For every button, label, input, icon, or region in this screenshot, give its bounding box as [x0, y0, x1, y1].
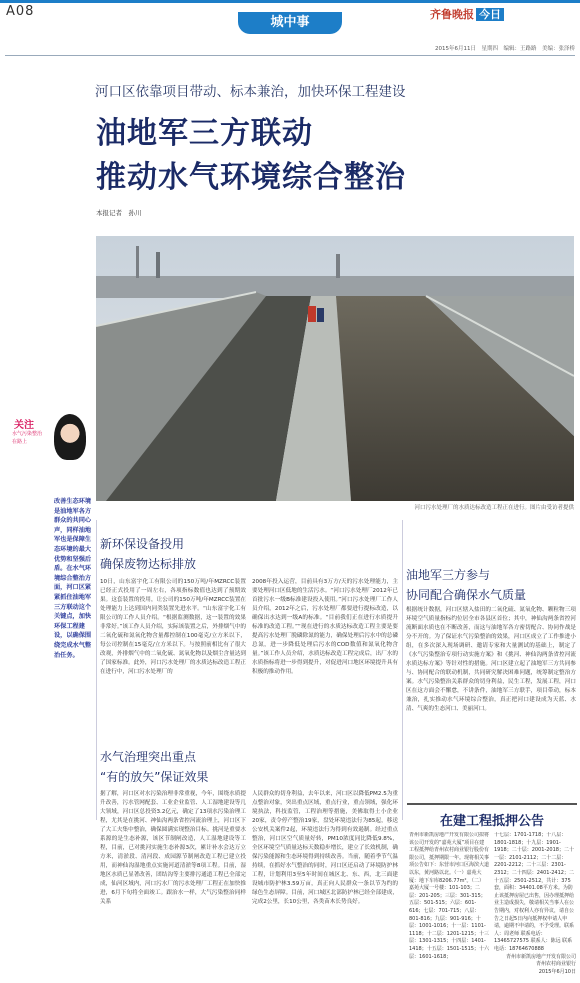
notice-text-a: 青州市新凯房地产开发有限公司拟将该公司开发的“嘉苑大厦”项目在建工程抵押给青州农村商业银行股份有限公司，抵押期限一年。现将相关事项公告如下：东营市河口区海滨大道以东，黄河路以北。（一）嘉苑大厦：地下车库8206.77m²。（二）嘉苑大厦一号楼：101-103；二层：201-205；三层：301-315；五层：501-515；六层：601-616；七层：701-715；八层：801-816；九层：901-916；十层：1001-1016；十一层：1101-1118；十二层：1201-1215；十三层：1301-1315；十四层：1401-1418；十五层：1501-1515；十六层：1601-1618；: [409, 832, 489, 960]
focus-line1: 水气污染整治: [12, 431, 43, 437]
column-divider: [96, 520, 97, 820]
headline-line2: 推动水气环境综合整治: [96, 160, 406, 195]
section1-text-b: 2008年投入运营，目前具有3万方/天的污水处理能力，主要处理河口区低地的生活污水。“河口污水处理厂2012年已首批污水一级B标准建设投入使用。”河口污水处理厂工作人员介绍，2012年之后，污水处理厂都要进行提标改造，以确保出水达到一级A的标准。“目前我们正在进行水质提升标准的改造工程。”“现在进行的水质达标改造工程主要是要提高污水处理厂脱磷除氮的能力，确保处理后污水中的总磷总氮，进一步降低处理后污水的COD数值和氮氧化物含量。”该工作人员介绍，水质达标改造工程完成后，出厂水的水质指标将进一步得到提升，对促进河口地区环境提升具有积极的推动作用。: [252, 579, 398, 675]
notice-signature-1: 青州市新凯房地产开发有限公司: [505, 953, 576, 960]
notice-text-b: 十七层：1701-1718；十八层：1801-1818；十九层：1901-1918；二十层：2001-2018；二十一层：2101-2112；二十二层：2201-2212；二十三层：2301-2312；二十四层：2401-2412；二十五层：2501-2512，共计：375套，面积：34401.08平方米。为防止该抵押房屋已出售，因办理抵押给业主造成损失，敬请相关当事人在公告期内，对权利人亦有异议，请自公告之日起5日内向抵押权申请人申请，逾期不申请的，不予受理。联系人：周老师 联系电话：13465727575 联系人：陈远 联系电话：18764670888: [494, 832, 575, 952]
date-line: 2015年6月11日 星期四 编辑：王路路 美编：张泽桥: [435, 46, 575, 52]
section2-title-a: 水气治理突出重点: [100, 750, 197, 764]
photo-caption: 河口污水处理厂的水质达标改造工程正在进行。图片由受访者提供: [414, 505, 574, 511]
section1-text-a: 10日，山东富宇化工有限公司的150万吨/年MZRCC装置已经正式投用了一周左右，各项指标数值也达到了预期效果。这套装置的投用，让公司的150万吨/年MZRCC装置在处理能力上达到国内同类装置先进水平。“山东富宇化工有限公司的工作人员介绍。“根据监测数据，这一装置的效果非常好。”该工作人员介绍，实际该装置之后，外排烟气中的二氧化硫和氮氧化物含量都控制在100毫克/立方米以下，每公司控制在15毫克/立方米以下。与按照前相比有了很大改观，外排烟气中的二氧化硫、氮氧化物以及烟尘含量达到了国家标准。此外，河口污水处理厂的水质达标改造工程正在进行中，河口污水处理厂的: [100, 579, 246, 675]
notice-date: 2015年6月10日: [538, 968, 576, 975]
logo-sub: 今日: [476, 8, 504, 21]
section-tab: 城中事: [238, 12, 342, 34]
logo-text: 齐鲁晚报: [430, 8, 474, 21]
focus-badge: [8, 412, 92, 482]
section2-text-b: 人民群众的切身利益，去年以来，河口区以降低PM2.5为重点整治对象，突出重点区域，重点行业，重点领域，强化环境执法，科技监管，工程治理等措施，美佛取得土小企业20家，责令停产整治19家，盘处环境违法行为85起，移送公安机关案件2起，环境违法行为得到有效遏制。经过重点整治，河口区空气质量好转，PM10浓度同比降低9.8%，全区环境空气质量达标天数稳步增长，建立了长效机制，确保污染能源和生态环境得到持续改善。当前，随着季节气温持续，在抓好水气整治的同时，河口区还启动了环境防护林工程，计划利用3至5年时间在城区北、东、西，北三面建设城市防护林3.59万亩，真正向人民群众一条以节为约的绿色生态屏障。目前，河口城区北部防护林已经全部建成，完成2公里，长10公里，各类苗木长势良好。: [252, 791, 398, 905]
reporter-avatar: [54, 414, 86, 460]
headline-line1: 油地军三方联动: [96, 116, 313, 151]
notice-text-b-wrap: [494, 832, 576, 978]
header-divider: [5, 55, 575, 56]
notice-signature-2: 青州农村商业银行: [535, 961, 576, 968]
byline: 本报记者 孙川: [96, 209, 142, 217]
sewage-plant-photo: [96, 236, 574, 501]
section1-title-a: 新环保设备投用: [100, 537, 185, 551]
newspaper-logo: [430, 6, 504, 22]
section3-title-a: 油地军三方参与: [406, 568, 491, 582]
section3-text: 根据统计数据，河口区辖入盐田的二氧化硫、氮氧化物、颗粒物三项环境空气质量指标约位居全市各县区首位；其中，神仙沟两条省控河流断面水质也在不断改善，而这与油地军各方密切配合、协同作战是分不开的。为了保证水气污染整治的效果，河口区成立了工作推进小组，在多次深入现场调研、邀请专家和大量测试的基础上，制定了《水气污染整治专项行动实施方案》和《挑河、神仙沟两条省控河流水质达标方案》等针对性的措施。河口区建立起了油地军三方共同参与、协同配合的联动机制，共同研究解决困难问题，统筹制定整治方案。水气污染整治关系群众的切身利益，民生工程，发展工程，河口区在这方面会不懈怠，不讲条件，油地军三方联手，项目带动，标本兼治，扎实推动水气环境综合整治，真正把河口建设成为天蓝、水清、气爽的生态河口、美丽河口。: [406, 607, 576, 712]
notice-title: 在建工程抵押公告: [439, 814, 544, 829]
focus-line2: 在路上: [12, 439, 28, 445]
section2-text-a: 据了解，河口区对水污染治理非常重视，今年，围绕水质提升改善，污水管网配套、工业企业监管、人工湿地建设等几大领域，河口区总投资3.2亿元，确定了13项水污染治理工程，尤其是在挑河、神仙沟两条省控河流治理上，河口区下了大工夫集中整治，确保圆满实现整治目标。挑河是重要水系源的是生态补源，该区节制闸改造，人工湿地建设等工程，目前，已对挑河实施生态补源3次，累计补水会达万立方米，清淤段、清河段、成园源节制闸改造工程已建立投用，而神仙沟湿地重点实施河道清淤等8项工程。目前，湿地区水质已显著改善，团结沟等主要排污通道工程已全部完成，仙河区域内，河口污水厂的污水处理厂工程正在加快推进，6月下旬将全面竣工。跟治水一样，大气污染整治同样关系: [100, 791, 246, 905]
section3-title-b: 协同配合确保水气质量: [406, 588, 527, 602]
intro-text: 改善生态环境是油地军各方群众的共同心声，同样油地军也是保障生态环境的最大优势和坚强后盾。在水气环境综合整治方面，河口区紧紧抓住油地军三方联动这个关键点，加快环保工程建设，以确保围绕完成水气整治任务。: [54, 498, 92, 659]
column-divider-right: [402, 520, 403, 820]
page-number: A08: [6, 4, 35, 19]
section1-title-b: 确保废物达标排放: [100, 557, 197, 571]
focus-label: 关注: [14, 420, 34, 431]
section2-title-b: “有的放矢”保证效果: [100, 770, 209, 784]
kicker: 河口区依靠项目带动、标本兼治，加快环保工程建设: [95, 84, 406, 100]
